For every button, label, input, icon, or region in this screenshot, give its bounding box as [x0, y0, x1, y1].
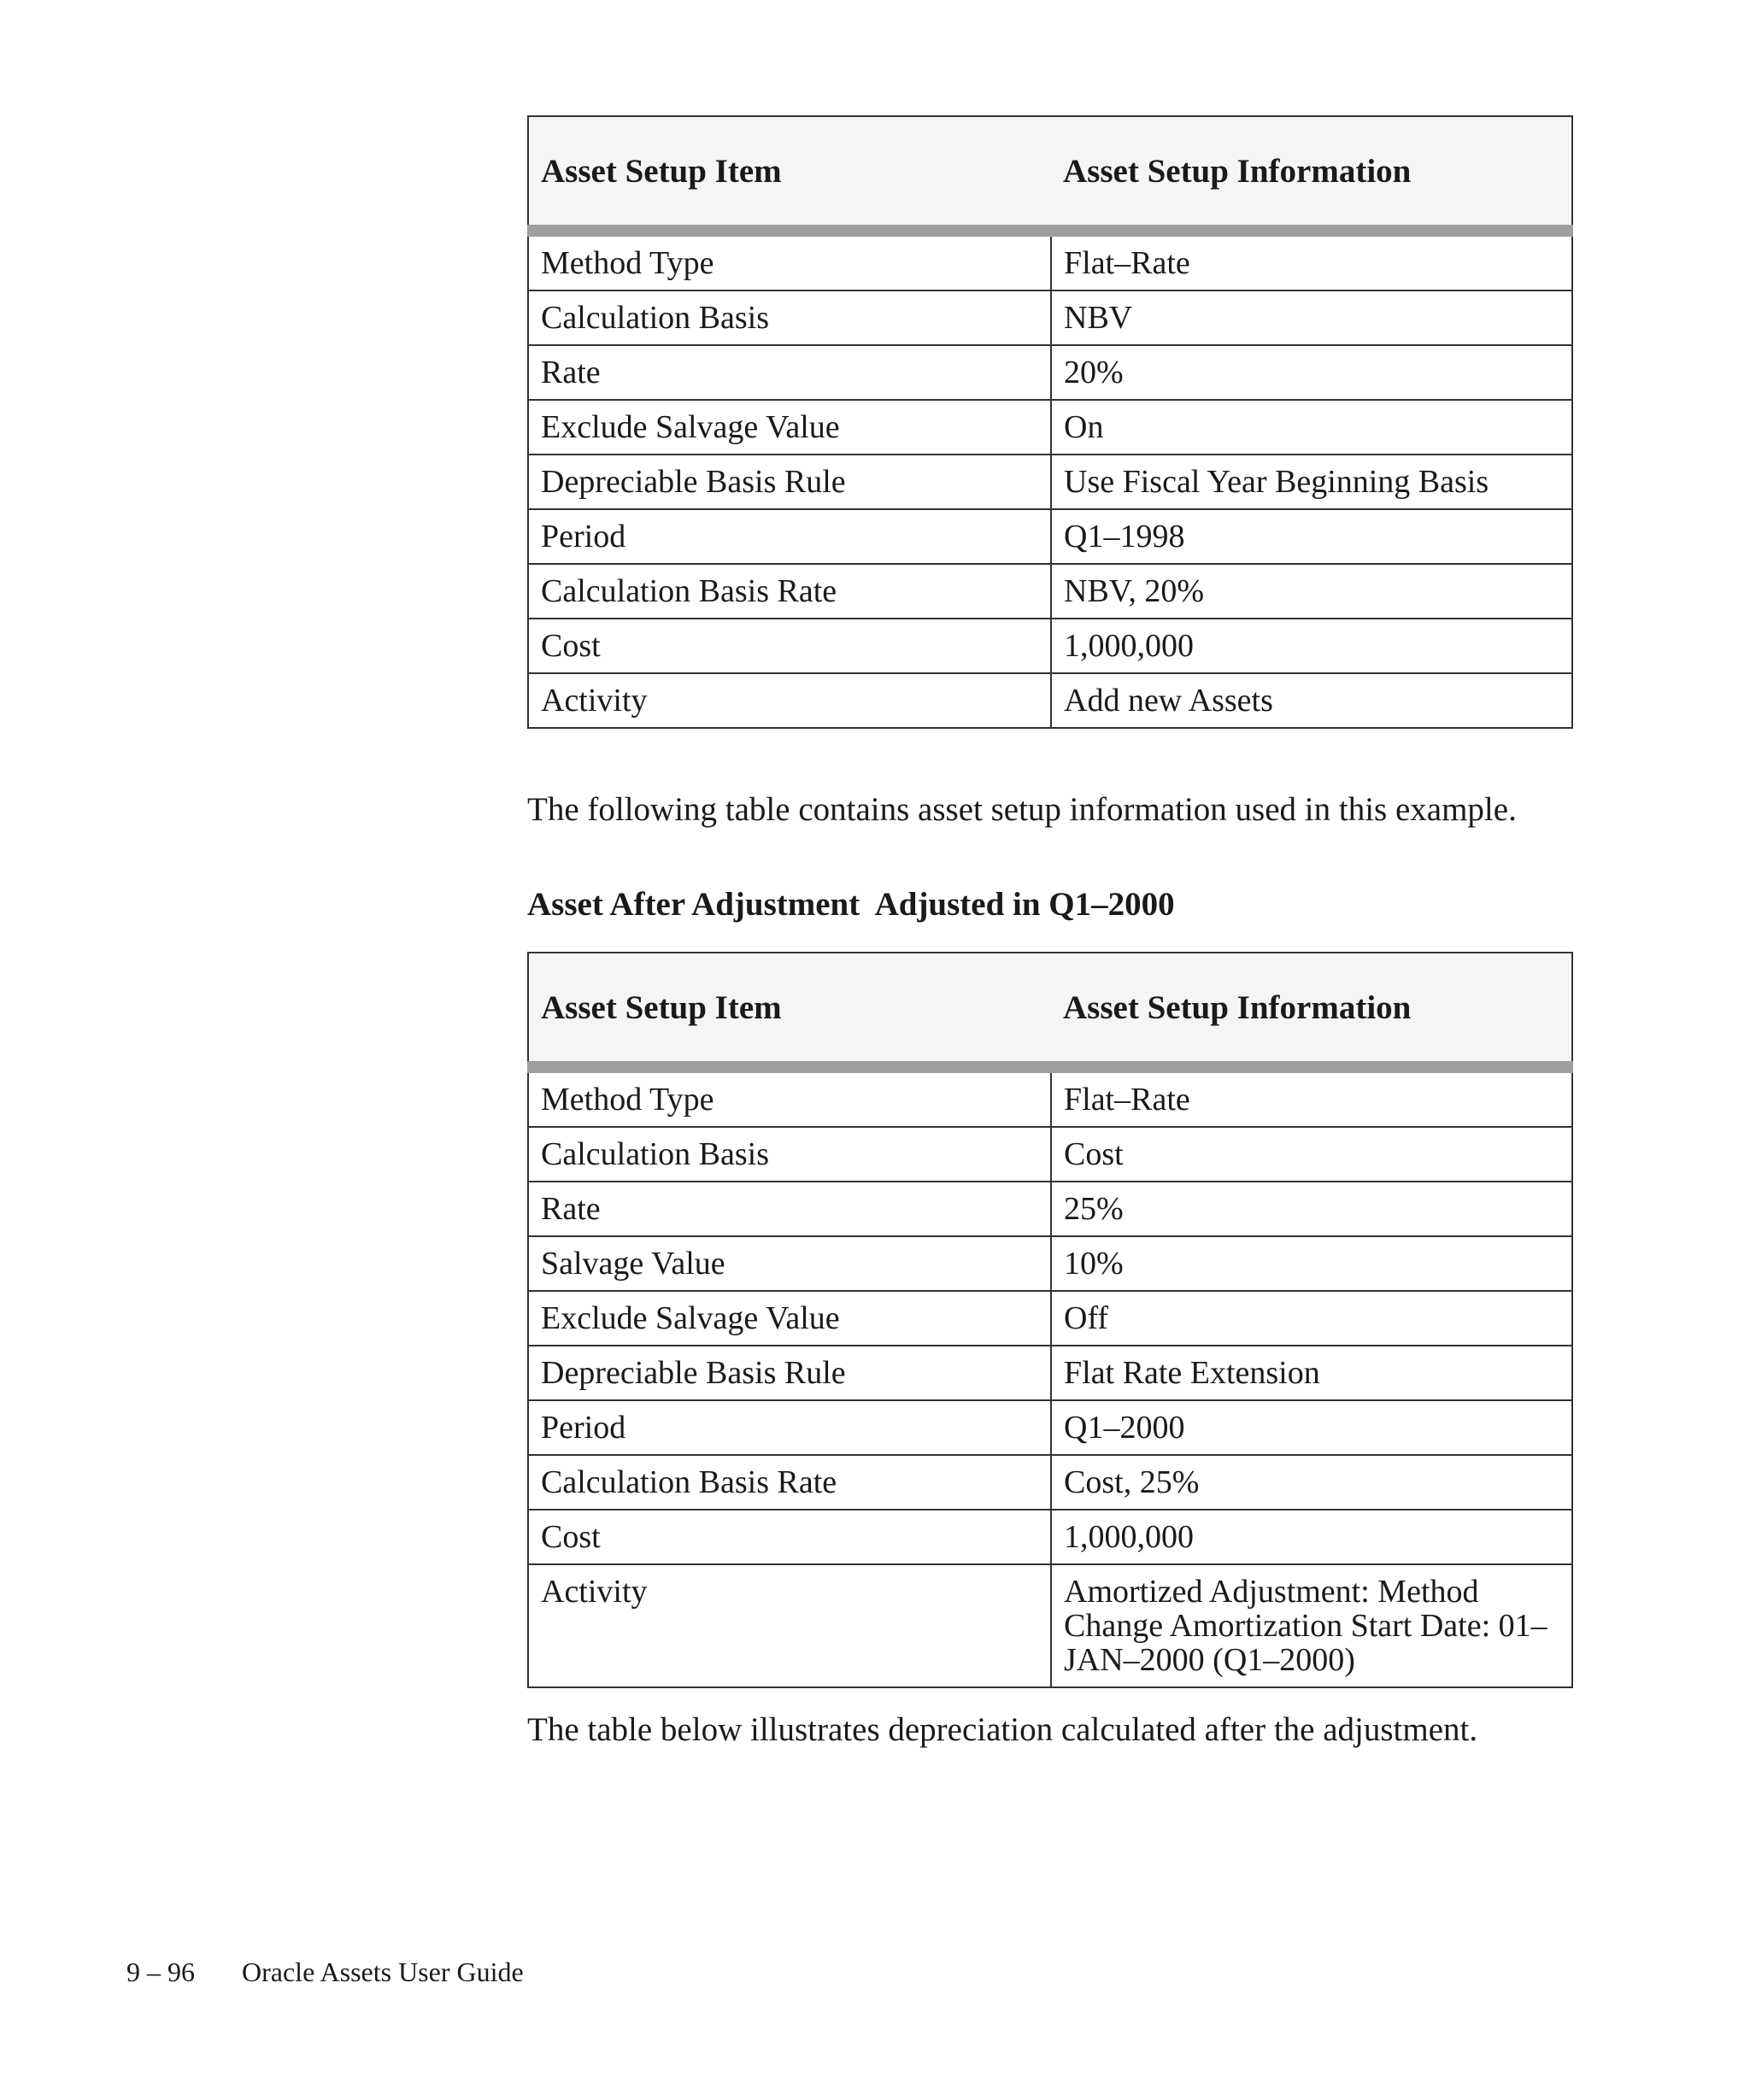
- row-value: NBV: [1051, 290, 1572, 345]
- intro-paragraph: The following table contains asset setup information used in this example.: [527, 791, 1517, 828]
- row-label: Cost: [528, 1510, 1051, 1564]
- page-number: 9 – 96: [126, 1956, 195, 1987]
- guide-title: Oracle Assets User Guide: [242, 1956, 524, 1987]
- table-row: [528, 400, 1572, 455]
- table-header-row: [528, 953, 1572, 1067]
- table-row: [528, 290, 1572, 345]
- table-row: [528, 1067, 1572, 1127]
- row-label: Calculation Basis Rate: [528, 1455, 1051, 1510]
- row-value: NBV, 20%: [1051, 564, 1572, 619]
- table-row: [528, 619, 1572, 673]
- table-row: [528, 1400, 1572, 1455]
- row-value: Cost, 25%: [1051, 1455, 1572, 1510]
- table-row: [528, 564, 1572, 619]
- table-row: [528, 673, 1572, 728]
- asset-after-table-container: [527, 952, 1571, 1688]
- table-row: [528, 345, 1572, 400]
- row-label: Calculation Basis: [528, 290, 1051, 345]
- table-row: [528, 1510, 1572, 1564]
- table-row: [528, 1455, 1572, 1510]
- table-row: [528, 1564, 1572, 1687]
- row-value: Add new Assets: [1051, 673, 1572, 728]
- row-label: Salvage Value: [528, 1236, 1051, 1291]
- row-label: Depreciable Basis Rule: [528, 455, 1051, 509]
- column-header-information: Asset Setup Information: [1051, 953, 1572, 1067]
- column-header-item: Asset Setup Item: [528, 116, 1051, 231]
- row-label: Rate: [528, 1182, 1051, 1236]
- page-footer: [126, 1956, 524, 1988]
- row-value: Off: [1051, 1291, 1572, 1346]
- row-label: Calculation Basis Rate: [528, 564, 1051, 619]
- row-label: Method Type: [528, 231, 1051, 290]
- row-value: On: [1051, 400, 1572, 455]
- row-value: 20%: [1051, 345, 1572, 400]
- column-header-information: Asset Setup Information: [1051, 116, 1572, 231]
- row-value: Use Fiscal Year Beginning Basis: [1051, 455, 1572, 509]
- row-label: Exclude Salvage Value: [528, 1291, 1051, 1346]
- row-label: Period: [528, 509, 1051, 564]
- row-label: Period: [528, 1400, 1051, 1455]
- row-value: Q1–1998: [1051, 509, 1572, 564]
- row-label: Method Type: [528, 1067, 1051, 1127]
- asset-before-table-container: [527, 115, 1571, 729]
- row-value: 1,000,000: [1051, 619, 1572, 673]
- row-label: Depreciable Basis Rule: [528, 1346, 1051, 1400]
- row-value: Q1–2000: [1051, 1400, 1572, 1455]
- row-label: Activity: [528, 1564, 1051, 1687]
- table-header-row: [528, 116, 1572, 231]
- row-value: 10%: [1051, 1236, 1572, 1291]
- column-header-item: Asset Setup Item: [528, 953, 1051, 1067]
- table-row: [528, 1291, 1572, 1346]
- table-row: [528, 1236, 1572, 1291]
- row-value: Flat–Rate: [1051, 231, 1572, 290]
- table-row: [528, 1127, 1572, 1182]
- row-value: Flat–Rate: [1051, 1067, 1572, 1127]
- row-label: Rate: [528, 345, 1051, 400]
- row-value: Amortized Adjustment: Method Change Amortization Start Date: 01–JAN–2000 (Q1–2000): [1051, 1564, 1572, 1687]
- row-value: Cost: [1051, 1127, 1572, 1182]
- closing-paragraph: The table below illustrates depreciation calculated after the adjustment.: [527, 1711, 1478, 1748]
- table-caption: Asset After Adjustment Adjusted in Q1–2000: [527, 886, 1175, 923]
- row-label: Cost: [528, 619, 1051, 673]
- table-row: [528, 231, 1572, 290]
- row-value: 25%: [1051, 1182, 1572, 1236]
- row-value: Flat Rate Extension: [1051, 1346, 1572, 1400]
- row-label: Activity: [528, 673, 1051, 728]
- table-row: [528, 509, 1572, 564]
- asset-after-table: [527, 952, 1573, 1688]
- row-label: Exclude Salvage Value: [528, 400, 1051, 455]
- row-value: 1,000,000: [1051, 1510, 1572, 1564]
- asset-before-table: [527, 115, 1573, 729]
- table-row: [528, 1346, 1572, 1400]
- row-label: Calculation Basis: [528, 1127, 1051, 1182]
- table-row: [528, 455, 1572, 509]
- table-row: [528, 1182, 1572, 1236]
